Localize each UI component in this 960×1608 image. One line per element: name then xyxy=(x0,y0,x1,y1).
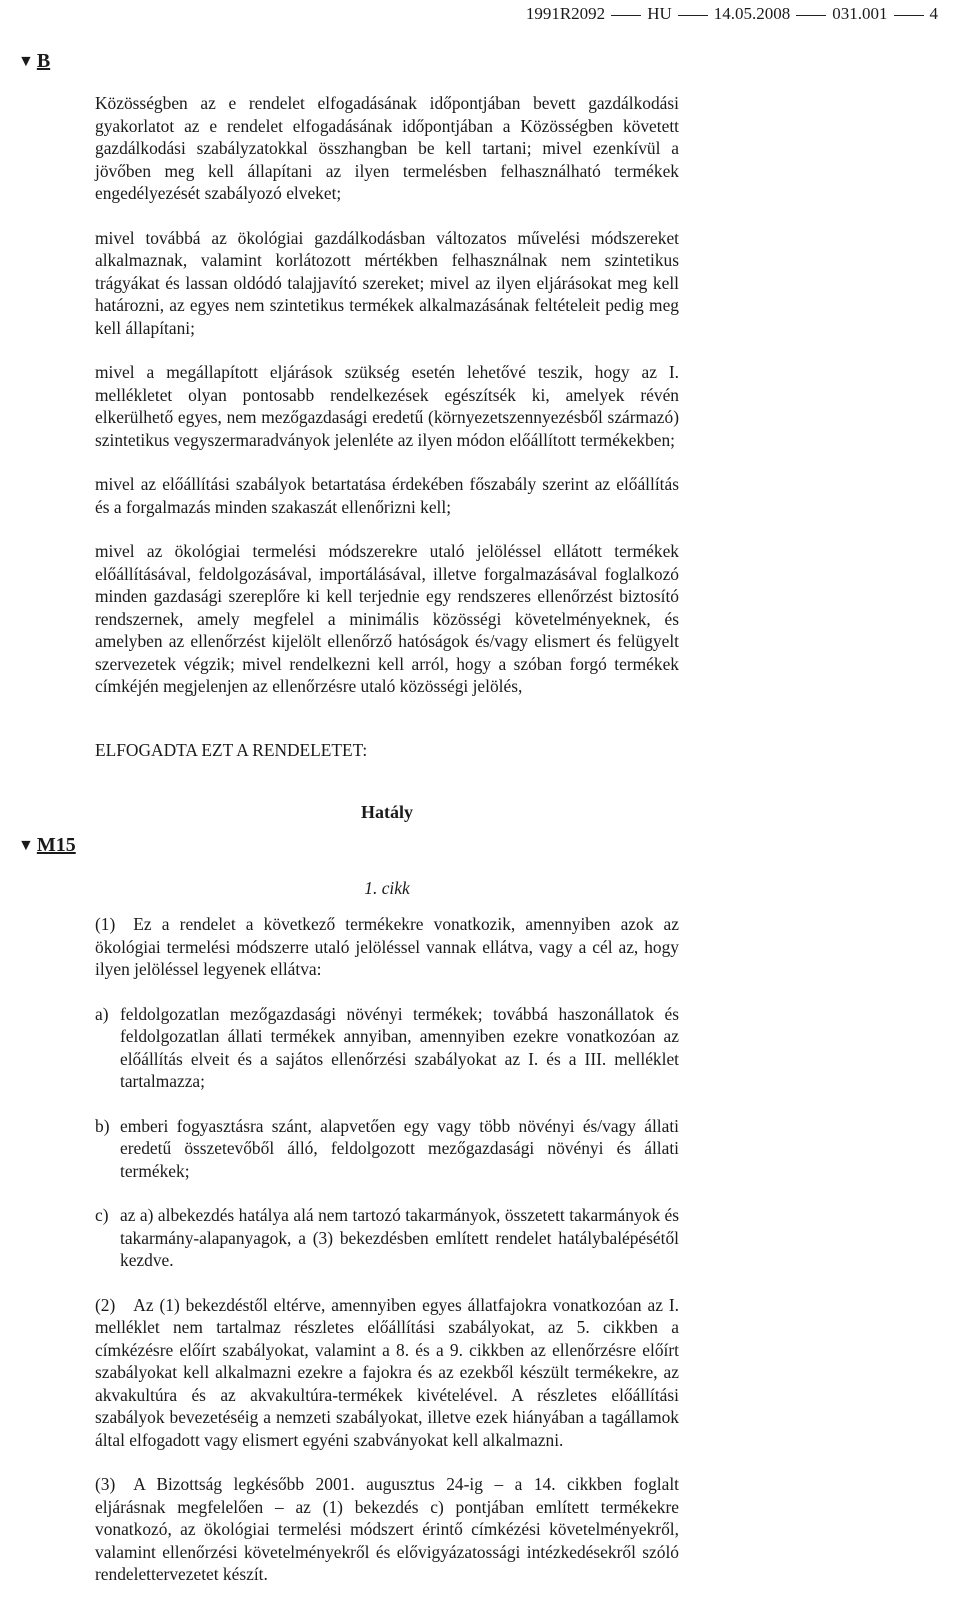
article-heading-block xyxy=(95,877,679,900)
item-text: az a) albekezdés hatálya alá nem tartozó takarmányok, összetett takarmányok és takarmány-alapanyagok, a (3) bekezdésben említett rendelet hatálybalépésétől kezdve. xyxy=(120,1205,679,1270)
paragraph-3 xyxy=(95,1473,679,1586)
list-item xyxy=(95,1204,679,1272)
running-header xyxy=(526,4,938,24)
item-text: emberi fogyasztásra szánt, alapvetően egy vagy több növényi és/vagy állati eredetű összetevőből álló, feldolgozott mezőgazdasági növényi és állati termékek; xyxy=(120,1115,679,1181)
header-separator xyxy=(796,15,826,16)
amendment-marker-b xyxy=(18,50,50,73)
paragraph-text: Az (1) bekezdéstől eltérve, amennyiben egyes állatfajokra vonatkozóan az I. melléklet nem tartalmaz részletes előállítási szabályokat, az 5. cikkben a címkézésre előírt szabályokat, valamint a 8. és a 9. cikkben az ellenőrzésre előírt szabályokat kell alkalmazni ezekre a fajokra és az ezekből készült termékekre, az akvakultúra és az akvakultúra-termékek kivételével. A részletes előállítási szabályok bevezetéséig a nemzeti szabályokat, illetve ezek hiányában a tagállamok által elfogadott vagy elismert egyéni szabványokat kell alkalmazni. xyxy=(95,1294,679,1450)
consolidation-date: 14.05.2008 xyxy=(713,4,791,23)
recital-paragraph: mivel az ökológiai termelési módszerekre utaló jelöléssel ellátott termékek előállításával, feldolgozásával, importálásával, illetve forgalmazásával foglalkozó minden gazdasági szereplőre ki kell terjednie egy rendszeres ellenőrzést biztosító rendszernek, amely megfelel a minimális közösségi követelményeknek, és amelyben az ellenőrzést kijelölt ellenőrző hatóságok és/vagy elismert és felügyelt szervezetek végzik; mivel rendelkezni kell arról, hogy a szóban forgó termékek címkéjén megjelenjen az ellenőrzésre utaló közösségi jelölés, xyxy=(95,541,679,696)
recital-paragraph: Közösségben az e rendelet elfogadásának időpontjában bevett gazdálkodási gyakorlatot az e rendelet elfogadásának időpontjában a Közösségben követett gazdálkodási szabályzatokkal összhangban be kell tartani; mivel ezenkívül a jövőben meg kell állapítani az ilyen termelésben felhasználható termékek engedélyezését szabályozó elveket; xyxy=(95,93,679,203)
marker-label: B xyxy=(36,50,51,72)
paragraph-number: (2) xyxy=(95,1294,116,1315)
header-separator xyxy=(611,15,641,16)
recital-paragraph: mivel az előállítási szabályok betartatása érdekében főszabály szerint az előállítás és a forgalmazás minden szakaszát ellenőrizni kell; xyxy=(95,474,679,517)
item-label: c) xyxy=(95,1205,109,1225)
section-title: Hatály xyxy=(361,802,413,822)
paragraph-2 xyxy=(95,1294,679,1452)
article-title: 1. cikk xyxy=(364,878,410,898)
paragraph-number: (3) xyxy=(95,1474,116,1494)
recital-paragraph: mivel a megállapított eljárások szükség esetén lehetővé teszik, hogy az I. mellékletet olyan pontosabb rendelkezések egészítsék ki, amelyek révén elkerülhető egyes, nem mezőgazdasági eredetű (környezetszennyezésből származó) szintetikus vegyszermaradványok jelenléte az ilyen módon előállított termékekben; xyxy=(95,362,679,450)
recitals xyxy=(95,92,679,720)
paragraph-1 xyxy=(95,913,679,981)
item-label: b) xyxy=(95,1115,110,1136)
header-separator xyxy=(678,15,708,16)
marker-label: M15 xyxy=(36,834,76,856)
triangle-down-icon: ▼ xyxy=(18,52,34,70)
item-label: a) xyxy=(95,1003,109,1024)
version-number: 031.001 xyxy=(832,4,888,23)
triangle-down-icon: ▼ xyxy=(18,836,34,854)
celex-number: 1991R2092 xyxy=(525,4,606,23)
paragraph-text: Ez a rendelet a következő termékekre vonatkozik, amennyiben azok az ökológiai termelési módszerre utaló jelöléssel vannak ellátva, vagy a cél az, hogy ilyen jelöléssel legyenek ellátva: xyxy=(95,914,679,979)
adoption-formula: ELFOGADTA EZT A RENDELETET: xyxy=(95,740,368,760)
article-body xyxy=(95,913,679,1608)
page-number: 4 xyxy=(929,4,938,23)
language-code: HU xyxy=(647,4,672,23)
header-separator xyxy=(894,15,924,16)
list-item xyxy=(95,1003,679,1093)
adoption-formula-block xyxy=(95,739,679,784)
list-item xyxy=(95,1115,679,1183)
section-heading-block xyxy=(95,801,679,824)
amendment-marker-m15 xyxy=(18,834,76,857)
paragraph-text: A Bizottság legkésőbb 2001. augusztus 24-ig – a 14. cikkben foglalt eljárásnak megfelelően – az (1) bekezdés c) pontjában említett termékekre vonatkozó, az ökológiai termelési módszert érintő címkézési követelményekről, valamint ellenőrzési követelményekről és elővigyázatossági intézkedésekről szóló rendelettervezetet készít. xyxy=(95,1474,679,1584)
recital-paragraph: mivel továbbá az ökológiai gazdálkodásban változatos művelési módszereket alkalmaznak, valamint korlátozott mértékben felhasználnak nem szintetikus trágyákat és lassan oldódó talajjavító szereket; mivel az ilyen eljárásokat meg kell határozni, az egyes nem szintetikus termékek alkalmazásának feltételeit pedig meg kell állapítani; xyxy=(95,227,679,338)
paragraph-number: (1) xyxy=(95,914,116,934)
item-text: feldolgozatlan mezőgazdasági növényi termékek; továbbá haszonállatok és feldolgozatlan állati termékek annyiban, amennyiben ezekre vonatkozóan az előállítás elveit és a sajátos ellenőrzési szabályokat az I. és a III. melléklet tartalmazza; xyxy=(120,1003,679,1091)
